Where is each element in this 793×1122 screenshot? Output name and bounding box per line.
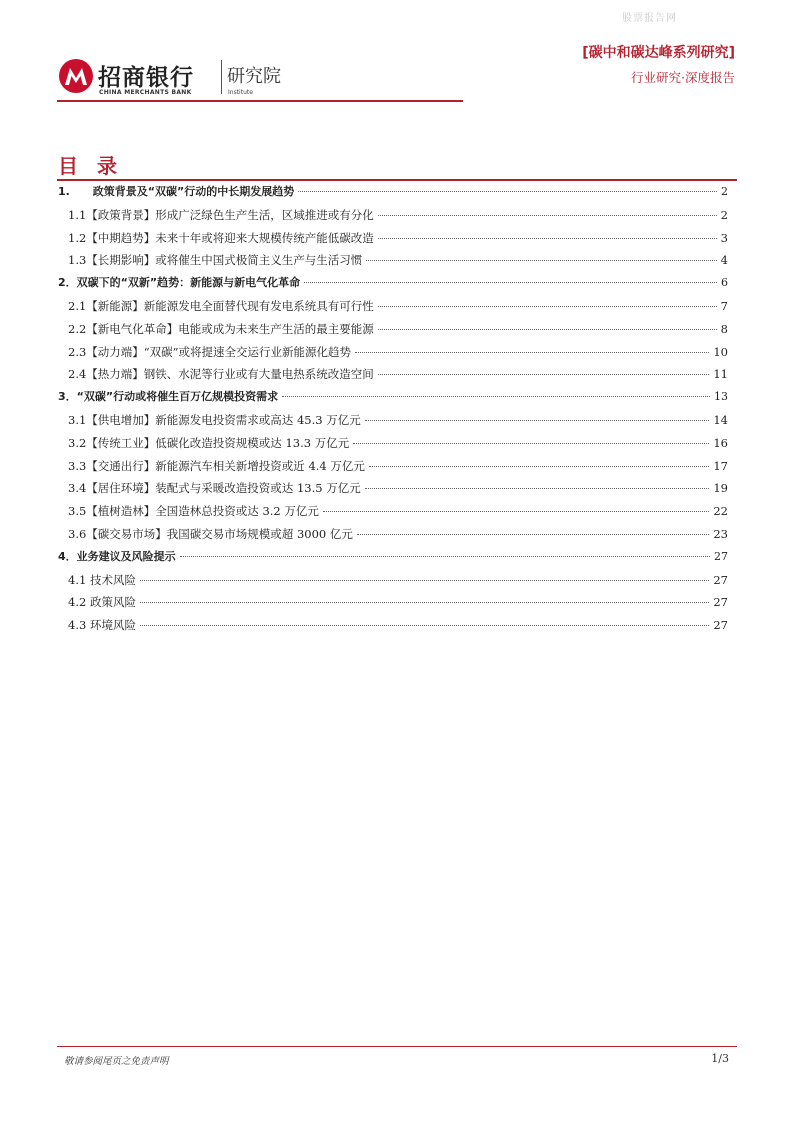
toc-entry-label: 3.4【居住环境】装配式与采暖改造投资或达 13.5 万亿元 [68,481,361,496]
toc-entry-label: 1.3【长期影响】或将催生中国式极简主义生产与生活习惯 [68,253,363,268]
toc-entry-label: 2．双碳下的“双新”趋势：新能源与新电气化革命 [58,276,301,290]
toc-entry[interactable] [58,591,728,614]
toc-entry-page: 14 [713,412,728,427]
toc-entry[interactable] [58,204,728,227]
toc-leader-dots [378,215,717,216]
toc-entry-page: 3 [720,230,728,245]
toc-entry[interactable] [58,614,728,637]
page-number: 1/3 [711,1052,729,1065]
toc-entry-label: 2.4【热力端】钢铁、水泥等行业或有大量电热系统改造空间 [68,367,374,382]
toc-entry-page: 2 [721,185,728,198]
toc-leader-dots [355,352,709,353]
toc-entry-label: 2.1【新能源】新能源发电全面替代现有发电系统具有可行性 [68,298,374,313]
toc-entry-label: 1.2【中期趋势】未来十年或将迎来大规模传统产能低碳改造 [68,230,374,245]
toc-leader-dots [378,374,710,375]
toc-leader-dots [365,488,710,489]
bank-name-cn: 招商银行 [98,65,194,91]
toc-entry-label: 1.1【政策背景】形成广泛绿色生产生活，区域推进或有分化 [68,207,374,222]
toc-leader-dots [369,466,709,467]
toc-entry-label: 3.1【供电增加】新能源发电投资需求或高达 45.3 万亿元 [68,412,361,427]
toc-entry[interactable] [58,249,728,272]
toc-entry[interactable] [58,523,728,546]
toc-leader-dots [140,625,709,626]
toc-entry-label: 3.2【传统工业】低碳化改造投资规模或达 13.3 万亿元 [68,435,350,450]
toc-entry-page: 6 [721,276,728,290]
toc-entry-page: 16 [713,435,728,450]
toc-entry[interactable] [58,477,728,500]
toc-entry-label: 3．“双碳”行动或将催生百万亿规模投资需求 [58,390,279,404]
toc-entry-label: 4.2 政策风险 [68,595,136,610]
institute-name-cn: 研究院 [227,66,281,87]
toc-entry-label: 4.3 环境风险 [68,618,136,633]
toc-entry-label: 3.6【碳交易市场】我国碳交易市场规模或超 3000 亿元 [68,526,353,541]
toc-entry[interactable] [58,227,728,250]
toc-entry-page: 8 [720,321,728,336]
toc-entry-page: 11 [713,367,728,382]
toc-entry-page: 22 [713,504,728,519]
toc-leader-dots [378,306,717,307]
toc-entry-label: 2.3【动力端】“双碳”或将提速全交运行业新能源化趋势 [68,344,352,359]
toc-entry-page: 10 [713,344,728,359]
toc-leader-dots [298,191,717,192]
logo-divider [221,60,222,94]
report-type: 行业研究·深度报告 [631,70,735,85]
toc-entry-page: 2 [720,207,728,222]
toc-leader-dots [378,238,717,239]
toc-leader-dots [140,580,709,581]
toc-entry-page: 23 [713,526,728,541]
toc-leader-dots [378,329,717,330]
toc-leader-dots [357,534,709,535]
toc-entry[interactable] [58,409,728,432]
toc-entry-page: 13 [714,390,728,404]
toc-entry-page: 27 [714,549,728,563]
toc-leader-dots [180,556,710,557]
bank-logo [58,58,298,102]
toc-entry[interactable] [58,363,728,386]
toc-entry[interactable] [58,181,728,204]
toc-leader-dots [282,396,710,397]
toc-entry-page: 27 [713,595,728,610]
toc-leader-dots [366,260,716,261]
toc-leader-dots [323,511,709,512]
footer-divider [57,1046,737,1047]
toc-entry-page: 17 [713,458,728,473]
toc-entry[interactable] [58,318,728,341]
toc-entry-label: 4.1 技术风险 [68,572,136,587]
toc-entry[interactable] [58,432,728,455]
toc-entry-label: 2.2【新电气化革命】电能或成为未来生产生活的最主要能源 [68,321,374,336]
institute-name-en: Institute [228,89,253,96]
toc-leader-dots [140,602,709,603]
toc-entry-page: 27 [713,572,728,587]
toc-entry-label: 3.3【交通出行】新能源汽车相关新增投资或近 4.4 万亿元 [68,458,365,473]
bank-name-en: CHINA MERCHANTS BANK [99,89,192,96]
toc-entry[interactable] [58,341,728,364]
toc-entry-label: 1. 政策背景及“双碳”行动的中长期发展趋势 [58,185,295,198]
toc-entry-page: 19 [713,481,728,496]
toc-entry[interactable] [58,455,728,478]
series-title: [碳中和碳达峰系列研究] [582,45,735,61]
toc-entry-page: 4 [720,253,728,268]
toc-leader-dots [353,443,709,444]
toc-entry[interactable] [58,569,728,592]
toc-entry-page: 7 [720,298,728,313]
toc-leader-dots [365,420,710,421]
toc-entry-label: 3.5【植树造林】全国造林总投资或达 3.2 万亿元 [68,504,319,519]
table-of-contents [58,181,728,637]
toc-entry[interactable] [58,272,728,295]
watermark: 股票报告网 [622,13,677,24]
toc-leader-dots [304,282,717,283]
toc-entry[interactable] [58,386,728,409]
header-divider [57,100,463,102]
toc-entry[interactable] [58,546,728,569]
toc-entry-page: 27 [713,618,728,633]
toc-entry-label: 4．业务建议及风险提示 [58,549,176,563]
toc-entry[interactable] [58,295,728,318]
cmb-logo-icon [58,58,94,94]
footer-disclaimer: 敬请参阅尾页之免责声明 [64,1056,169,1067]
toc-title: 目 录 [58,154,123,178]
toc-entry[interactable] [58,500,728,523]
